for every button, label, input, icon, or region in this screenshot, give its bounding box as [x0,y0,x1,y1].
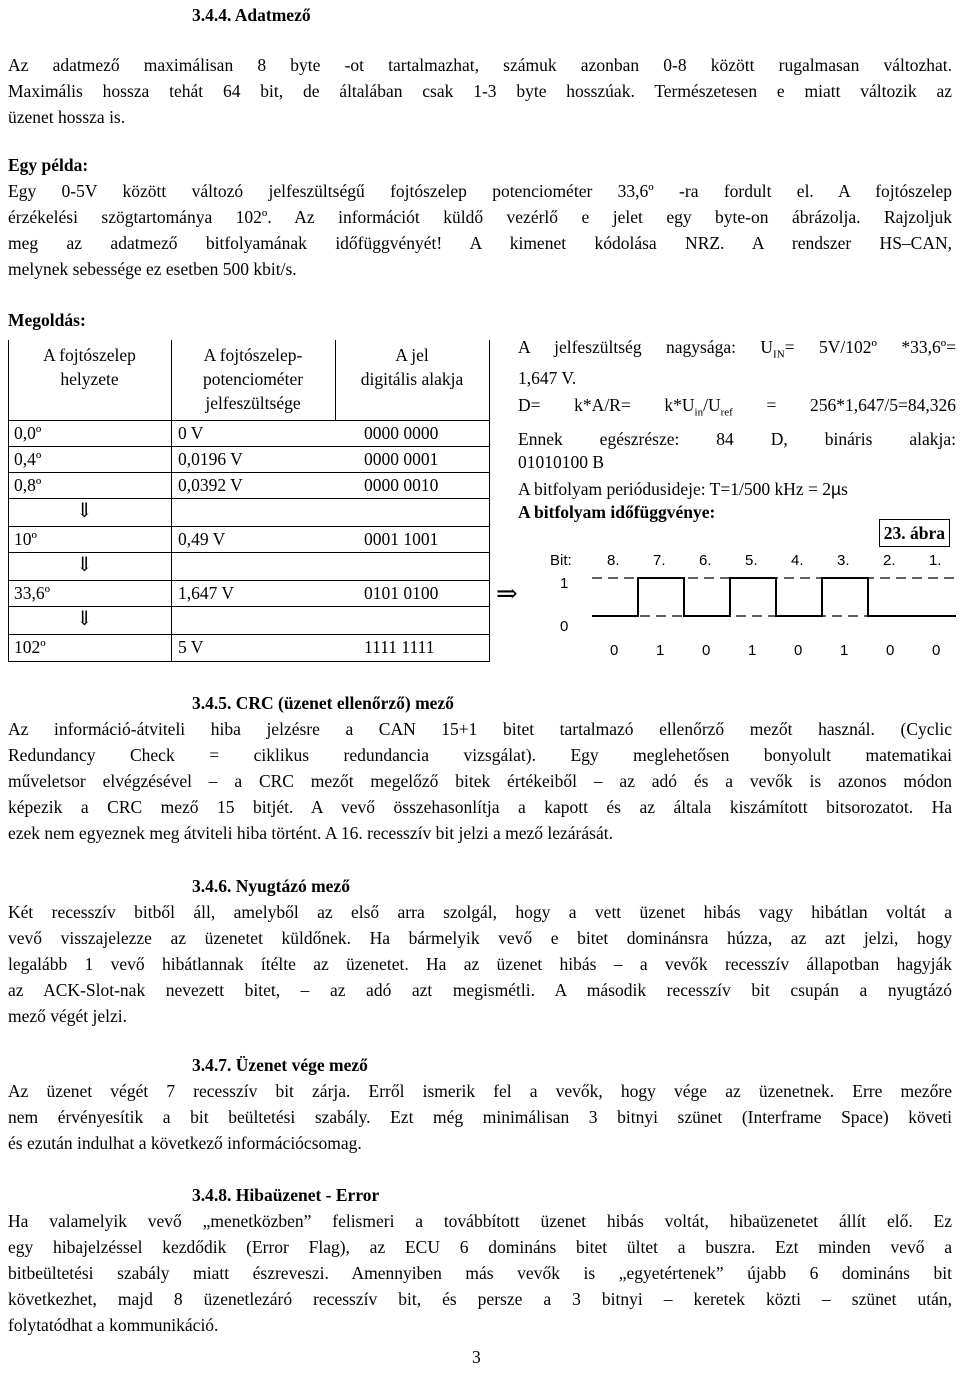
bit-values [520,638,956,658]
cell-angle: 33,6º [14,583,51,603]
level-low-label: 0 [560,618,569,635]
cell-digital: 0000 0001 [364,449,439,469]
header-digital: A jel digitális alakja [360,345,464,389]
text-line: mező végét jelzi. [8,1006,128,1026]
text-line: vevő visszajelezze az üzenetet küldőnek. Ha bármelyik vevő e bitet dominánsra húzza, az azt jelzi, hogy [8,928,952,948]
bit-number: 8. [607,552,620,569]
example-title: Egy példa: [8,155,89,175]
bit-value: 0 [702,642,711,659]
waveform-line [592,578,956,616]
example-paragraph [8,178,952,282]
calc-line: 01010100 B [518,452,605,472]
section-title-adatmezo: 3.4.4. Adatmező [192,5,311,25]
cell-voltage: 5 V [178,637,204,657]
bitstream-figure [520,516,956,666]
down-arrow-icon: ⇓ [76,500,93,522]
level-high-label: 1 [560,575,569,592]
uzenet-vege-paragraph [8,1078,952,1156]
text-line: Az információ-átviteli hiba jelzésre a CAN 15+1 bitet tartalmazó ellenőrző mezőt használ. (Cyclic [8,719,952,739]
text-line: érzékelési szögtartománya 102º. Az információt küldő vezérlő e jelet egy byte-on ábrázolja. Rajzoljuk [8,207,952,227]
bit-value: 0 [886,642,895,659]
error-paragraph [8,1208,952,1338]
conversion-table [8,340,490,662]
bit-number: 6. [699,552,712,569]
cell-digital: 0000 0000 [364,423,439,443]
section-title-nyugtazo: 3.4.6. Nyugtázó mező [192,876,350,896]
bit-value: 0 [794,642,803,659]
bit-number: 2. [883,552,896,569]
text-line: képezik a CRC mező 15 bitjét. A vevő összehasonlítja a kapott és az általa kiszámított bitsorozatot. Ha [8,797,952,817]
section-title-error: 3.4.8. Hibaüzenet - Error [192,1185,380,1205]
text-line: meg az adatmező bitfolyamának időfüggvényét! A kimenet kódolása NRZ. A rendszer HS–CAN, [8,233,952,253]
text-line: és ezután indulhat a következő információcsomag. [8,1133,362,1153]
bit-value: 1 [656,642,665,659]
text-line: üzenet hossza is. [8,107,126,127]
text-line: következhet, majd 8 üzenetlezáró recesszív bit, és persze a 3 bitnyi – keretek közti – szünet után, [8,1289,952,1309]
text-line: Redundancy Check = ciklikus redundancia vizsgálat). Egy meglehetősen bonyolult matematikai [8,745,952,765]
bit-number: 5. [745,552,758,569]
text-line: Az adatmező maximálisan 8 byte -ot tartalmazhat, számuk azonban 0-8 között rugalmasan változhat. [8,55,952,75]
calc-line-bold: A bitfolyam időfüggvénye: [518,502,716,522]
cell-digital: 0000 0010 [364,475,439,495]
calc-line: Ennek egészrésze: 84 D, bináris alakja: [518,429,956,449]
calc-line: A jelfeszültség nagysága: $U_{IN}=$ 5V/102º *33,6º= [518,337,956,361]
cell-voltage: 0 V [178,423,204,443]
bit-value: 0 [932,642,941,659]
bit-number: 7. [653,552,666,569]
text-line: ezek nem egyeznek meg átviteli hiba történt. A 16. recesszív bit jelzi a mező lezárását. [8,823,613,843]
text-line: bitbeültetési szabály miatt észreveszi. Amennyiben más vevők is „egyetértenek” újabb 6 domináns bit [8,1263,952,1283]
text-line: melynek sebessége ez esetben 500 kbit/s. [8,259,297,279]
bit-number: 3. [837,552,850,569]
text-line: Az üzenet végét 7 recesszív bit zárja. Erről ismerik fel a vevők, hogy vége az üzenetnek. Erre mezőre [8,1081,952,1101]
text-line: az ACK-Slot-nak nevezett bitet, – az adó azt megismétli. A második recesszív bit csupán a nyugtázó [8,980,952,1000]
cell-angle: 10º [14,529,37,549]
text-line: legalább 1 vevő hibátlannak ítélte az üzenetet. Ha az üzenet hibás – a vevők recesszív állapotban hagyják [8,954,952,974]
text-line: műveletsor elvégzésével – a CRC mezőt megelőző bitek értékeiből – az adó és a vevők is azonos módon [8,771,952,791]
down-arrow-icon: ⇓ [76,608,93,630]
header-position: A fojtószelep helyzete [43,345,136,389]
bit-label: Bit: [550,552,572,569]
calculation-block [518,336,956,524]
bit-value: 1 [748,642,757,659]
calc-line: 1,647 V. [518,367,577,388]
cell-voltage: 0,49 V [178,529,226,549]
intro-paragraph [8,52,952,130]
cell-voltage: 0,0392 V [178,475,243,495]
implies-arrow-icon: ⇒ [496,579,518,608]
section-title-crc: 3.4.5. CRC (üzenet ellenőrző) mező [192,693,454,713]
text-line: Ha valamelyik vevő „menetközben” felismeri a továbbított üzenet hibás voltát, hibaüzenetet állít elő. Ez [8,1211,952,1231]
text-line: nem érvényesítik a bit beültetési szabály. Ezt még minimálisan 3 bitnyi szünet (Interframe Space) követi [8,1107,952,1127]
text-line: folytatódhat a kommunikáció. [8,1315,219,1335]
nyugtazo-paragraph [8,899,952,1029]
header-voltage: A fojtószelep- potenciométer jelfeszültsége [202,345,304,413]
cell-voltage: 1,647 V [178,583,235,603]
cell-voltage: 0,0196 V [178,449,243,469]
text-line: Egy 0-5V között változó jelfeszültségű fojtószelep potenciométer 33,6º -ra fordult el. A fojtószelep [8,181,952,201]
cell-angle: 0,0º [14,423,42,443]
down-arrow-icon: ⇓ [76,554,93,576]
bit-number: 4. [791,552,804,569]
cell-digital: 0001 1001 [364,529,439,549]
calc-line: $D= k*A/R= k*U_{in}/U_{ref} = 256*1,647/5=84,326$ [518,394,956,418]
page-number: 3 [472,1347,481,1367]
solution-title: Megoldás: [8,310,86,330]
section-title-uzenet-vege: 3.4.7. Üzenet vége mező [192,1055,368,1075]
bit-value: 0 [610,642,619,659]
bit-value: 1 [840,642,849,659]
bit-number: 1. [929,552,942,569]
figure-label: 23. ábra [879,519,950,547]
crc-paragraph [8,716,952,846]
text-line: Maximális hossza tehát 64 bit, de általában csak 1-3 byte hosszúak. Természetesen e miatt változik az [8,81,952,101]
text-line: Két recesszív bitből áll, amelyből az első arra szolgál, hogy a vett üzenet hibás vagy hibátlan voltát a [8,902,952,922]
text-line: egy hibajelzéssel kezdődik (Error Flag), az ECU 6 domináns bitet ültet a buszra. Ezt minden vevő a [8,1237,952,1257]
cell-digital: 1111 1111 [364,637,435,657]
cell-angle: 102º [14,637,46,657]
cell-digital: 0101 0100 [364,583,439,603]
cell-angle: 0,4º [14,449,42,469]
cell-angle: 0,8º [14,475,42,495]
calc-line: A bitfolyam periódusideje: T=1/500 kHz = 2µs [518,479,848,499]
